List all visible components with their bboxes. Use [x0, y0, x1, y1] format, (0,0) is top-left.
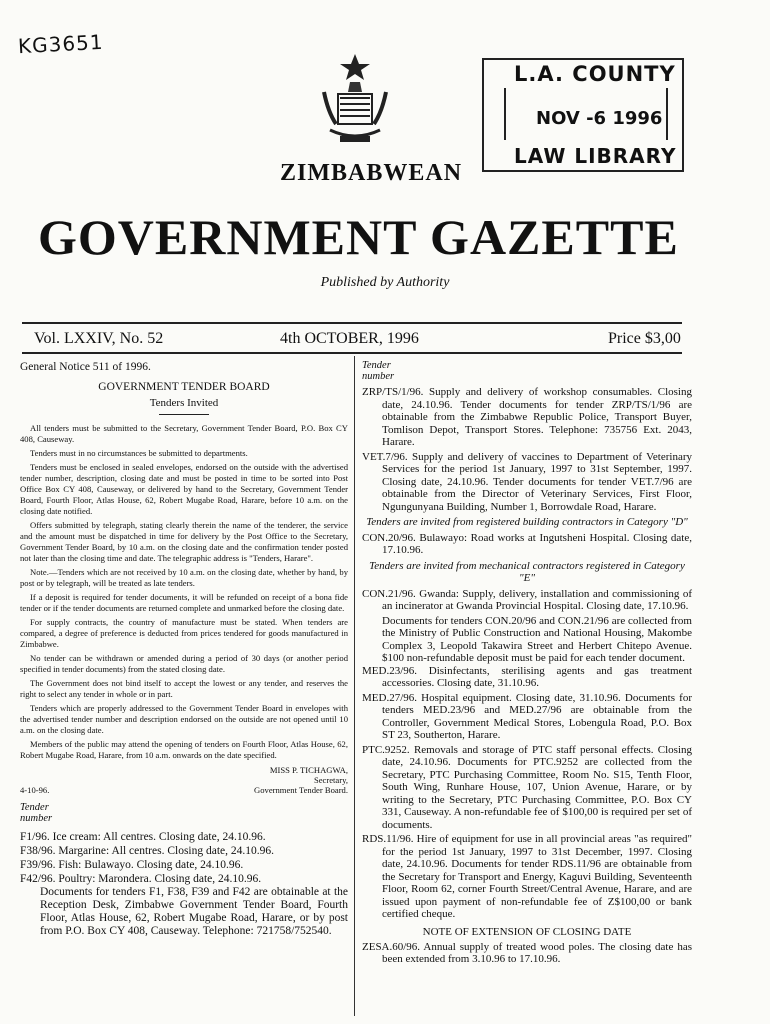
paragraph: If a deposit is required for tender documents, it will be refunded on receipt of a bona fide tender or if the tender documents are returned complete and unmarked before the closing date. — [20, 592, 348, 613]
paragraph: For supply contracts, the country of manufacture must be stated. When tenders are compared, a degree of preference is deducted from prices tendered for goods manufactured in Zimbabwe. — [20, 617, 348, 649]
issue-volume: Vol. LXXIV, No. 52 — [34, 330, 164, 347]
tender-entry: MED.27/96. Hospital equipment. Closing date, 31.10.96. Documents for tenders MED.23/96 and MED.27/96 are obtainable from the Controller, Government Medical Stores, Lobengula Road, P.O. Box ST 23, Southerton, Harare. — [362, 691, 692, 741]
paragraph: Tenders which are properly addressed to the Government Tender Board in envelopes with the advertised tender number and description endorsed on the outside are not opened until 10 a.m. on the closing date. — [20, 703, 348, 735]
paragraph: Note.—Tenders which are not received by 10 a.m. on the closing date, whether by hand, by post or by telegraph, will be treated as late tenders. — [20, 567, 348, 588]
right-column — [362, 360, 692, 968]
library-stamp — [482, 58, 684, 172]
paragraph: Members of the public may attend the opening of tenders on Fourth Floor, Atlas House, 62, Robert Mugabe Road, Harare, from 10 a.m. onwards on the date specified. — [20, 739, 348, 760]
tender-number-label: Tender number — [20, 802, 53, 824]
signature-name: MISS P. TICHAGWA, — [269, 765, 348, 775]
header-rule-bottom — [22, 352, 682, 354]
tender-number-label: Tender number — [362, 360, 395, 382]
tender-entry: MED.23/96. Disinfectants, sterilising agents and gas treatment accessories. Closing date, 31.10.96. — [362, 664, 692, 689]
masthead-country: ZIMBABWEAN — [280, 160, 463, 186]
paragraph: Offers submitted by telegraph, stating clearly therein the name of the tenderer, the service and the amount must be dispatched in time for delivery by the Post Office to the Secretary, Government Tender Board, by 10 a.m. on the closing date and the confirmation tender posted not later than the closing time and date. The telegraphic address is "Tenders, Harare". — [20, 520, 348, 563]
tender-entry: PTC.9252. Removals and storage of PTC staff personal effects. Closing date, 24.10.96. Documents for PTC.9252 are collected from the Secretary, PTC Purchasing Committee, Room No. S15, Tenth Floor, South Wing, Runhare House, 107, Union Avenue, Harare, or by writing to the Secretary, PTC Purchasing Committee, P.O. Box CY 331, Causeway. A non-refundable fee of $100,00 is required per set of documents. — [362, 743, 692, 831]
issue-price: Price $3,00 — [608, 330, 681, 347]
tender-entry: ZRP/TS/1/96. Supply and delivery of workshop consumables. Closing date, 24.10.96. Tender documents for tender ZRP/TS/1/96 are obtainable from the Zimbabwe Republic Police, Transport Buyer, Tomlison Depot, Transport Stores. Telephone: 735756 Ext. 2043, Harare. — [362, 386, 692, 448]
zimbabwe-coat-of-arms-icon — [320, 52, 390, 152]
general-notice: General Notice 511 of 1996. — [20, 361, 151, 373]
tenders-invited-heading: Tenders Invited — [149, 397, 219, 409]
paragraph: Tenders must be enclosed in sealed envelopes, endorsed on the outside with the advertised tender number, description, closing date and must be posted in time to be sorted into Post Office Box CY 408, Causeway, or delivered by hand to the Secretary, Government Tender Board, Fourth Floor, Atlas House, 62, Robert Mugabe Road, Harare, before 10 a.m. on the closing date notified. — [20, 462, 348, 516]
tender-entry: CON.20/96. Bulawayo: Road works at Ingutsheni Hospital. Closing date, 17.10.96. — [362, 531, 692, 556]
tender-entry: F39/96. Fish: Bulawayo. Closing date, 24.10.96. — [20, 859, 244, 871]
stamp-county: L.A. COUNTY — [514, 62, 676, 86]
con-documents-note: Documents for tenders CON.20/96 and CON.21/96 are collected from the Ministry of Public Construction and National Housing, Makombe Complex 3, Leopold Takawira Street and Herbert Chitepo Avenue. $100 non-refundable deposit must be paid for each tender document. — [382, 614, 692, 664]
column-divider — [354, 356, 355, 1016]
tender-entry: F42/96. Poultry: Marondera. Closing date, 24.10.96. — [20, 873, 262, 885]
tender-entry: VET.7/96. Supply and delivery of vaccines to Department of Veterinary Services for the period 1st January, 1997 to 31st September, 1997. Closing date, 24.10.96. Tender documents for tender VET.7/96 are obtainable from the Director of Veterinary Services, First Floor, Ngungunyana Building, Number 1, Borrowdale Road, Harare. — [362, 450, 692, 513]
header-rule-top — [22, 322, 682, 324]
signature-date: 4-10-96. — [20, 785, 50, 795]
signature-org: Government Tender Board. — [254, 785, 348, 795]
masthead-subtitle: Published by Authority — [320, 275, 450, 290]
stamp-date: NOV -6 1996 — [536, 108, 663, 129]
tender-board-heading: GOVERNMENT TENDER BOARD — [98, 381, 270, 393]
tender-entry: F38/96. Margarine: All centres. Closing date, 24.10.96. — [20, 845, 275, 857]
paragraph: Tenders must in no circumstances be submitted to departments. — [30, 448, 248, 458]
left-column — [20, 360, 348, 938]
tender-entry: ZESA.60/96. Annual supply of treated wood poles. The closing date has been extended from 3.10.96 to 17.10.96. — [362, 940, 692, 965]
tender-entry: CON.21/96. Gwanda: Supply, delivery, installation and commissioning of an incinerator at Gwanda Provincial Hospital. Closing date, 17.10.96. — [362, 587, 692, 612]
tender-documents-note: Documents for tenders F1, F38, F39 and F42 are obtainable at the Reception Desk, Zimbabwe Government Tender Board, Fourth Floor, Atlas House, 62, Robert Mugabe Road, Harare, or by post from P.O. Box CY 408, Causeway. Telephone: 721758/752540. — [40, 886, 348, 937]
handwritten-note: KG3651 — [17, 29, 105, 59]
paragraph: All tenders must be submitted to the Secretary, Government Tender Board, P.O. Box CY 408, Causeway. — [20, 423, 348, 444]
extension-heading: NOTE OF EXTENSION OF CLOSING DATE — [422, 925, 632, 938]
stamp-library: LAW LIBRARY — [514, 144, 677, 168]
signature-title: Secretary, — [313, 775, 348, 785]
issue-date: 4th OCTOBER, 1996 — [280, 330, 419, 347]
category-e-heading: Tenders are invited from mechanical contractors registered in Category "E" — [369, 559, 685, 584]
paragraph: The Government does not bind itself to accept the lowest or any tender, and reserves the right to select any tender in whole or in part. — [20, 678, 348, 699]
category-d-heading: Tenders are invited from registered building contractors in Category "D" — [366, 516, 688, 528]
tender-entry: RDS.11/96. Hire of equipment for use in all provincial areas "as required" for the period 1st January, 1997 to 31st December, 1997. Closing date, 24.10.96. Documents for tender RDS.11/96 are obtainable from the Secretary for Transport and Energy, Kaguvi Building, Seventeenth Floor, Room 62, corner Fourth Street/Central Avenue, Harare, and are issued upon payment of non-refundable fee of Z$100,00 or bank certified cheque. — [362, 833, 692, 920]
masthead-title: GOVERNMENT GAZETTE — [38, 209, 679, 265]
paragraph: No tender can be withdrawn or amended during a period of 30 days (or another period specified in tender documents) from the stated closing date. — [20, 653, 348, 674]
tender-entry: F1/96. Ice cream: All centres. Closing date, 24.10.96. — [20, 831, 266, 843]
short-rule — [159, 414, 209, 415]
